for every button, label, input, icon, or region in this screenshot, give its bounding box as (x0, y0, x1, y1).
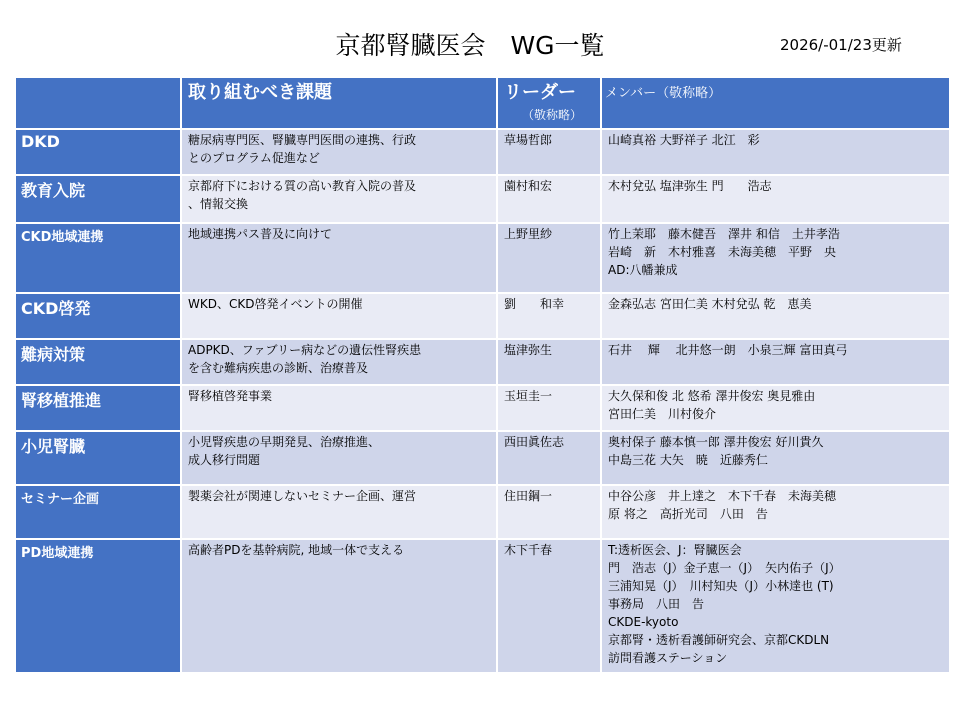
header-leader-label: リーダー (504, 82, 576, 103)
wg-leader: 住田鋼一 (497, 485, 601, 539)
table-row (15, 431, 950, 485)
member-line: 中島三花 大矢 暁 近藤秀仁 (608, 453, 768, 467)
wg-task (181, 539, 497, 673)
task-line: 小児腎疾患の早期発見、治療推進、 (188, 435, 381, 449)
wg-task (181, 385, 497, 431)
member-line: AD:八幡兼成 (608, 263, 678, 277)
wg-leader: 玉垣圭一 (497, 385, 601, 431)
task-line: 高齢者PDを基幹病院, 地域一体で支える (188, 543, 405, 557)
table-row (15, 129, 950, 175)
wg-name: 教育入院 (15, 175, 181, 223)
task-line: を含む難病疾患の診断、治療普及 (188, 361, 369, 375)
wg-leader: 西田眞佐志 (497, 431, 601, 485)
wg-name: 腎移植推進 (15, 385, 181, 431)
header-members: メンバー（敬称略） (601, 77, 950, 129)
table-header-row (15, 77, 950, 129)
member-line: 宮田仁美 川村俊介 (608, 407, 717, 421)
wg-name: 難病対策 (15, 339, 181, 385)
wg-name: セミナー企画 (15, 485, 181, 539)
member-line: 竹上茉耶 藤木健吾 澤井 和信 土井孝浩 (608, 227, 840, 241)
wg-leader: 薗村和宏 (497, 175, 601, 223)
wg-name: PD地域連携 (15, 539, 181, 673)
member-line: 大久保和俊 北 悠希 澤井俊宏 奥見雅由 (608, 389, 816, 403)
wg-leader: 草場哲郎 (497, 129, 601, 175)
wg-name: DKD (15, 129, 181, 175)
wg-task (181, 129, 497, 175)
wg-members (601, 539, 950, 673)
wg-members (601, 431, 950, 485)
member-line: 山崎真裕 大野祥子 北江 彩 (608, 133, 760, 147)
task-line: 京都府下における質の高い教育入院の普及 (188, 179, 417, 193)
wg-table (14, 76, 951, 674)
member-line: 石井 輝 北井悠一朗 小泉三輝 富田真弓 (608, 343, 848, 357)
wg-name: 小児腎臓 (15, 431, 181, 485)
table-row (15, 175, 950, 223)
wg-members (601, 385, 950, 431)
wg-members (601, 223, 950, 293)
header-leader-note: （敬称略） (521, 108, 582, 122)
header-name-cell (15, 77, 181, 129)
table-row (15, 223, 950, 293)
wg-task (181, 223, 497, 293)
task-line: WKD、CKD啓発イベントの開催 (188, 297, 363, 311)
member-line: 岩崎 新 木村雅喜 未海美穂 平野 央 (608, 245, 837, 259)
wg-task (181, 175, 497, 223)
updated-date: 2026/-01/23更新 (780, 36, 902, 54)
member-line: 金森弘志 宮田仁美 木村兌弘 乾 恵美 (608, 297, 812, 311)
table-row (15, 293, 950, 339)
wg-members (601, 339, 950, 385)
task-line: ADPKD、ファブリー病などの遺伝性腎疾患 (188, 343, 422, 357)
wg-members (601, 293, 950, 339)
task-line: 腎移植啓発事業 (188, 389, 273, 403)
wg-name: CKD啓発 (15, 293, 181, 339)
wg-task (181, 293, 497, 339)
member-line: 奥村保子 藤本慎一郎 澤井俊宏 好川貴久 (608, 435, 824, 449)
wg-task (181, 339, 497, 385)
table-row (15, 385, 950, 431)
task-line: 製薬会社が関連しないセミナー企画、運営 (188, 489, 417, 503)
wg-members (601, 485, 950, 539)
table-body (15, 129, 950, 673)
member-line: 事務局 八田 告 (608, 597, 705, 611)
wg-leader: 劉 和幸 (497, 293, 601, 339)
wg-task (181, 431, 497, 485)
member-line: T:透析医会、J：腎臓医会 (608, 543, 742, 557)
table-row (15, 339, 950, 385)
wg-leader: 木下千春 (497, 539, 601, 673)
wg-members (601, 175, 950, 223)
table-row (15, 539, 950, 673)
task-line: 地域連携パス普及に向けて (188, 227, 333, 241)
member-line: 原 将之 高折光司 八田 告 (608, 507, 768, 521)
header-task: 取り組むべき課題 (181, 77, 497, 129)
wg-members (601, 129, 950, 175)
task-line: 糖尿病専門医、腎臓専門医間の連携、行政 (188, 133, 417, 147)
task-line: とのプログラム促進など (188, 151, 320, 165)
wg-name: CKD地域連携 (15, 223, 181, 293)
table-row (15, 485, 950, 539)
page-title: 京都腎臓医会 WG一覧 (335, 31, 605, 60)
member-line: 訪問看護ステーション (608, 651, 728, 665)
member-line: 木村兌弘 塩津弥生 門 浩志 (608, 179, 772, 193)
member-line: 三浦知晃（J） 川村知央（J）小林達也 (T) (608, 579, 834, 593)
member-line: 京都腎・透析看護師研究会、京都CKDLN (608, 633, 830, 647)
wg-task (181, 485, 497, 539)
task-line: 成人移行問題 (188, 453, 261, 467)
member-line: 門 浩志（J）金子恵一（J） 矢内佑子（J） (608, 561, 841, 575)
task-line: 、情報交換 (188, 197, 249, 211)
member-line: CKDE-kyoto (608, 615, 679, 629)
wg-leader: 上野里紗 (497, 223, 601, 293)
wg-leader: 塩津弥生 (497, 339, 601, 385)
header-leader (497, 77, 601, 129)
member-line: 中谷公彦 井上達之 木下千春 未海美穂 (608, 489, 837, 503)
